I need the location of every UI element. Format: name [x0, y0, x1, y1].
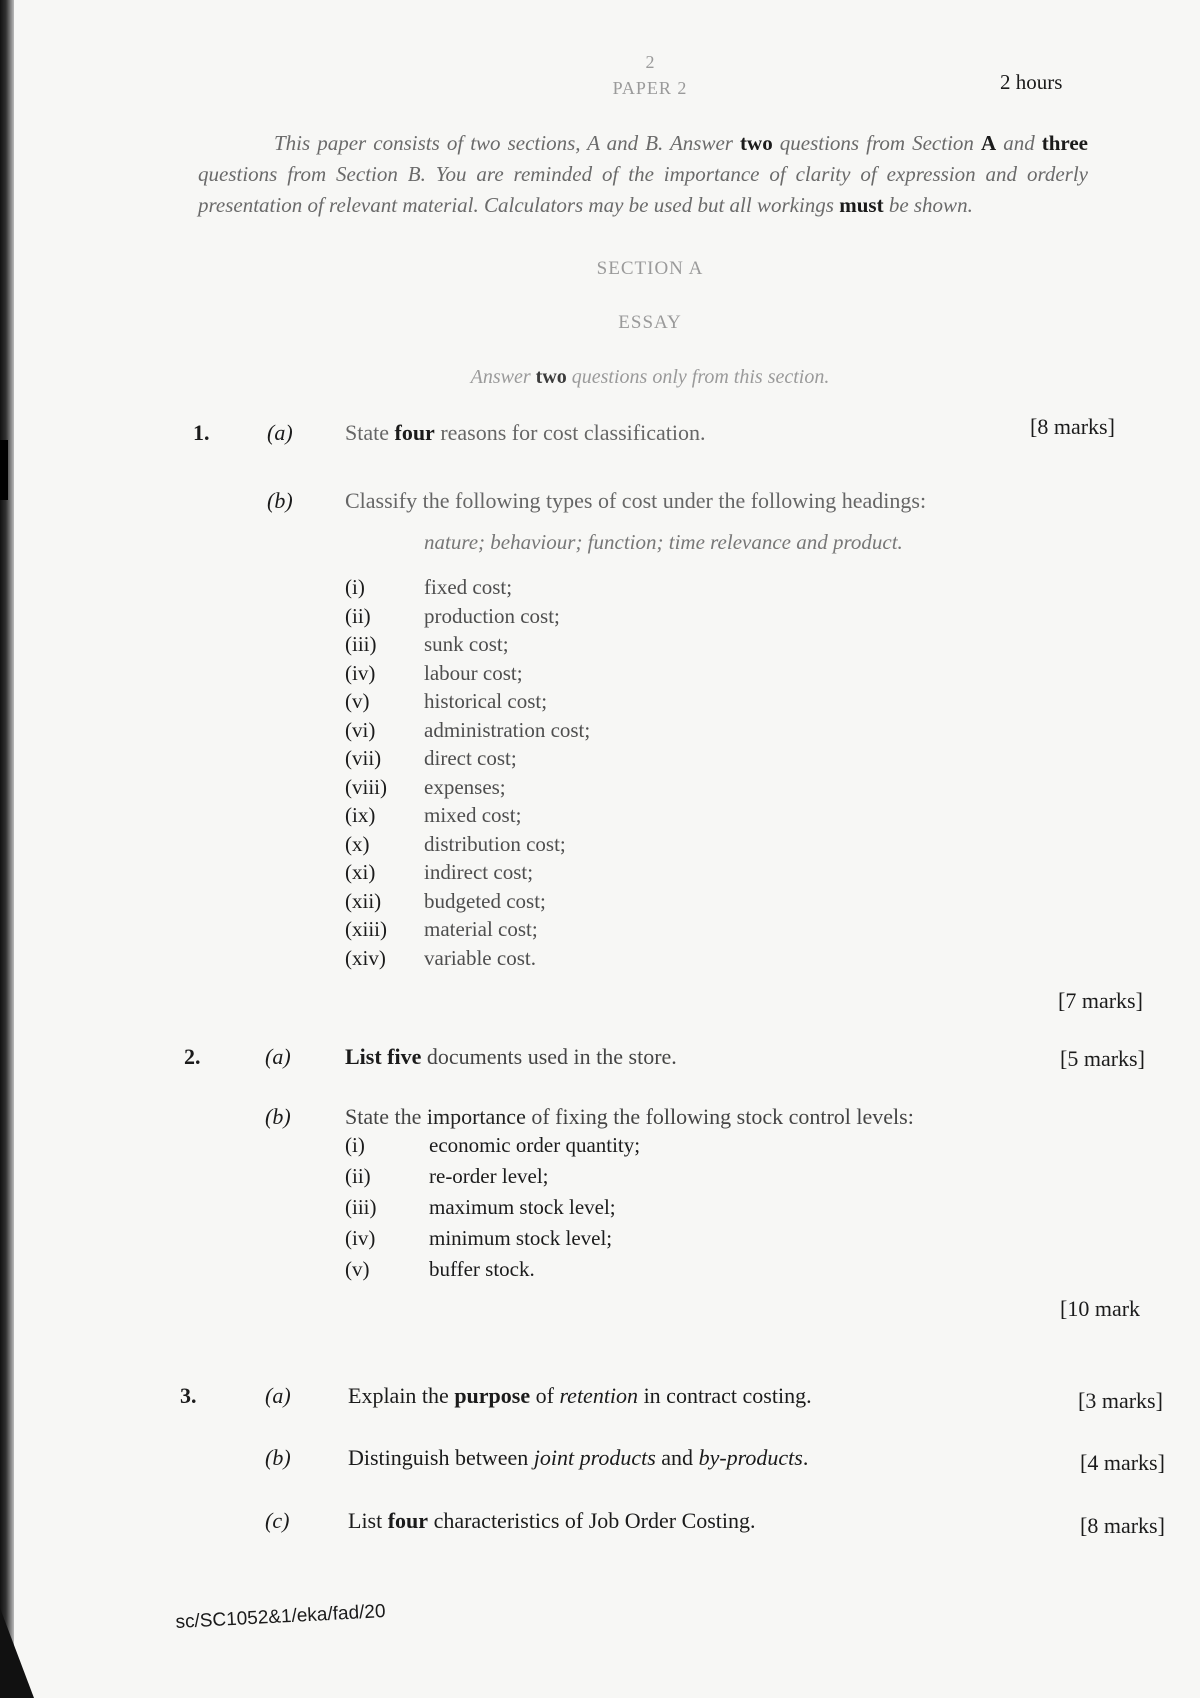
part-label: (a)	[265, 1044, 291, 1069]
marks-label: [3 marks]	[1078, 1388, 1163, 1413]
part-label: (a)	[267, 420, 293, 445]
list-numeral: (xiv)	[345, 945, 386, 970]
marks-label: [10 mark	[1060, 1296, 1141, 1321]
list-numeral: (vii)	[345, 746, 382, 770]
marks-label: [4 marks]	[1080, 1450, 1165, 1475]
list-item	[345, 575, 945, 600]
list-text: material cost;	[424, 917, 538, 941]
scan-corner	[0, 1608, 34, 1698]
list-item	[345, 832, 945, 857]
question-number: 1.	[193, 420, 210, 445]
instructions-text: questions from Section	[772, 131, 981, 155]
list-item	[345, 661, 945, 686]
section-instruction-text: Answer	[470, 366, 536, 388]
exam-instructions	[198, 128, 1088, 221]
list-text: historical cost;	[424, 689, 548, 713]
question-text: Explain the purpose of retention in contract costing.	[348, 1383, 812, 1408]
list-item	[345, 718, 945, 743]
list-numeral: (xii)	[345, 888, 382, 913]
list-item	[345, 946, 945, 971]
list-numeral: (xiii)	[345, 917, 387, 941]
list-text: indirect cost;	[424, 860, 534, 884]
question-text: List five documents used in the store.	[345, 1044, 677, 1069]
marks-label: [8 marks]	[1030, 414, 1115, 439]
list-text: sunk cost;	[424, 632, 509, 656]
list-text: labour cost;	[424, 660, 523, 685]
list-text: buffer stock.	[429, 1257, 535, 1281]
list-numeral: (vi)	[345, 717, 376, 742]
scan-edge	[0, 0, 14, 1698]
list-item	[345, 775, 945, 800]
marks-label: [8 marks]	[1080, 1513, 1165, 1538]
list-numeral: (ix)	[345, 803, 376, 827]
part-label: (c)	[265, 1508, 290, 1533]
list-item	[345, 1133, 945, 1158]
instructions-text: be shown.	[883, 193, 973, 217]
list-text: budgeted cost;	[424, 888, 546, 913]
question-text: State the importance of fixing the following stock control levels:	[345, 1104, 914, 1129]
list-text: economic order quantity;	[429, 1133, 641, 1157]
list-text: distribution cost;	[424, 831, 566, 856]
question-text: Distinguish between joint products and by-products.	[348, 1445, 809, 1470]
marks-label: [5 marks]	[1060, 1046, 1145, 1071]
list-text: administration cost;	[424, 717, 591, 742]
section-subtitle: ESSAY	[618, 312, 682, 333]
list-text: minimum stock level;	[429, 1226, 613, 1250]
instructions-emphasis: must	[839, 193, 884, 217]
list-text: production cost;	[424, 603, 560, 628]
list-item	[345, 889, 945, 914]
list-text: maximum stock level;	[429, 1195, 616, 1219]
list-item	[345, 1257, 945, 1282]
list-item	[345, 1195, 945, 1220]
exam-duration: 2 hours	[1000, 70, 1063, 94]
section-title: SECTION A	[596, 258, 704, 279]
list-text: re-order level;	[429, 1164, 549, 1188]
question-text: Classify the following types of cost under the following headings:	[345, 488, 927, 513]
instructions-text: This paper consists of two sections, A and B. Answer	[274, 131, 741, 155]
list-numeral: (iv)	[345, 1226, 376, 1250]
paper-part: PAPER 2	[612, 78, 688, 98]
instructions-emphasis: two	[740, 131, 773, 155]
list-item	[345, 1164, 945, 1189]
instructions-text: and	[996, 131, 1042, 155]
question-number: 2.	[184, 1044, 201, 1069]
list-item	[345, 632, 945, 657]
list-numeral: (viii)	[345, 774, 387, 799]
list-item	[345, 689, 945, 714]
list-numeral: (i)	[345, 575, 365, 599]
list-item	[345, 860, 945, 885]
list-text: fixed cost;	[424, 575, 513, 599]
section-instruction-text: questions only from this section.	[566, 366, 830, 388]
list-numeral: (ii)	[345, 603, 371, 628]
list-numeral: (iii)	[345, 1195, 377, 1219]
list-numeral: (ii)	[345, 1164, 371, 1188]
instructions-text: questions from Section B. You are reminded of the importance of clarity of expression and orderly presentation of relevant material. Calculators may be used but all workings	[198, 162, 1088, 217]
part-label: (a)	[265, 1383, 291, 1408]
list-item	[345, 1226, 945, 1251]
part-label: (b)	[267, 488, 293, 513]
scan-mark	[0, 440, 8, 500]
list-numeral: (v)	[345, 1257, 370, 1281]
question-text: List four characteristics of Job Order Costing.	[348, 1508, 756, 1533]
list-numeral: (iii)	[345, 632, 377, 656]
part-label: (b)	[265, 1104, 291, 1129]
question-number: 3.	[180, 1383, 197, 1408]
page-number: 2	[645, 52, 655, 72]
list-text: variable cost.	[424, 945, 536, 970]
list-text: mixed cost;	[424, 803, 522, 827]
paper-code: sc/SC1052&1/eka/fad/20	[175, 1600, 387, 1633]
list-numeral: (x)	[345, 831, 370, 856]
marks-label: [7 marks]	[1058, 988, 1143, 1013]
list-numeral: (v)	[345, 689, 370, 713]
list-item	[345, 917, 945, 942]
section-instruction-emphasis: two	[535, 366, 567, 388]
list-text: expenses;	[424, 774, 506, 799]
classification-headings: nature; behaviour; function; time relevance and product.	[424, 530, 903, 554]
part-label: (b)	[265, 1445, 291, 1470]
list-numeral: (i)	[345, 1133, 365, 1157]
instructions-emphasis: three	[1041, 131, 1089, 155]
section-instruction	[0, 366, 1200, 389]
question-text: State four reasons for cost classification.	[345, 420, 706, 445]
list-item	[345, 746, 945, 771]
list-item	[345, 803, 945, 828]
instructions-emphasis: A	[980, 131, 997, 155]
list-text: direct cost;	[424, 746, 517, 770]
list-numeral: (xi)	[345, 860, 376, 884]
list-numeral: (iv)	[345, 660, 376, 685]
list-item	[345, 604, 945, 629]
